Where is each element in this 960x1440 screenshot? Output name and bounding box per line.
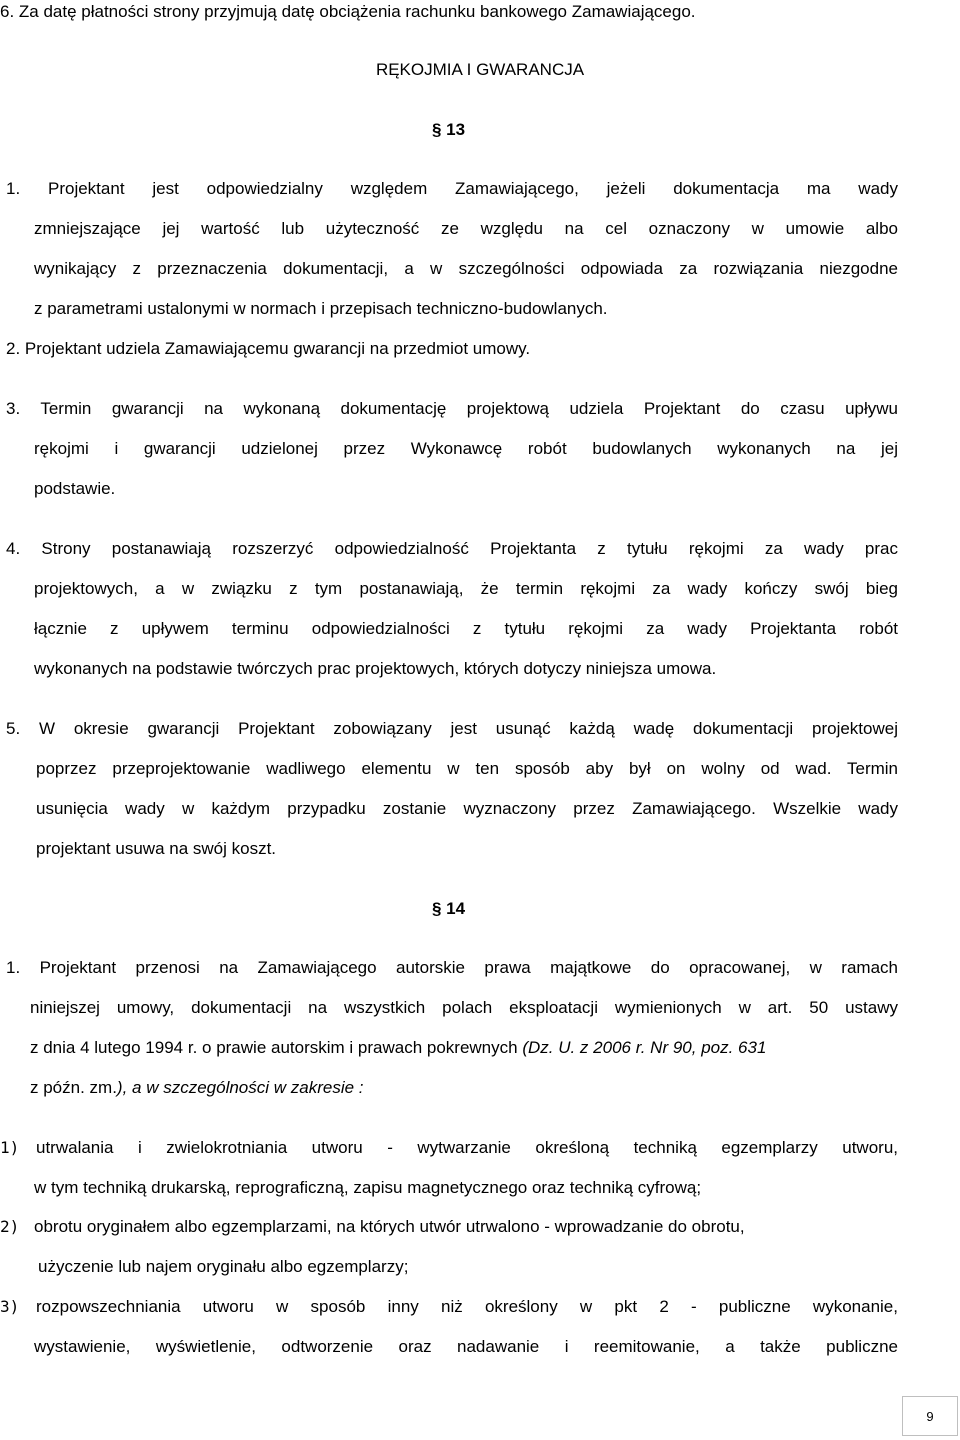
item-3-line2: wystawienie, wyświetlenie, odtworzenie oraz nadawanie i reemitowanie, a także publiczne [34, 1337, 898, 1356]
p13-4-line1: 4. Strony postanawiają rozszerzyć odpowiedzialność Projektanta z tytułu rękojmi za wady prac [6, 539, 898, 558]
p13-5-line3: usunięcia wady w każdym przypadku zostanie wyznaczony przez Zamawiającego. Wszelkie wady [36, 799, 898, 818]
item-1-line2: w tym techniką drukarską, reprograficzną, zapisu magnetycznego oraz techniką cyfrową; [34, 1178, 702, 1197]
p13-4-line4: wykonanych na podstawie twórczych prac projektowych, których dotyczy niniejsza umowa. [34, 659, 717, 678]
item-1-line1: utrwalania i zwielokrotniania utworu - wytwarzanie określoną techniką egzemplarzy utworu, [36, 1138, 898, 1157]
p13-1-line3: wynikający z przeznaczenia dokumentacji, a w szczególności odpowiada za rozwiązania niezgodne [34, 259, 898, 278]
p13-5-line4: projektant usuwa na swój koszt. [36, 839, 277, 858]
p13-5-line1: 5. W okresie gwarancji Projektant zobowiązany jest usunąć każdą wadę dokumentacji projektowej [6, 719, 898, 738]
item-3-line1: rozpowszechniania utworu w sposób inny niż określony w pkt 2 - publiczne wykonanie, [36, 1297, 898, 1316]
item-2-number: 2) [0, 1217, 20, 1236]
item-3-number: 3) [0, 1297, 20, 1316]
paragraph-6: 6. Za datę płatności strony przyjmują datę obciążenia rachunku bankowego Zamawiającego. [0, 2, 696, 21]
p14-1-line2: niniejszej umowy, dokumentacji na wszystkich polach eksploatacji wymienionych w art. 50 ustawy [30, 998, 898, 1017]
item-2-line2: użyczenie lub najem oryginału albo egzemplarzy; [38, 1257, 409, 1276]
p14-1-line3: z dnia 4 lutego 1994 r. o prawie autorskim i prawach pokrewnych (Dz. U. z 2006 r. Nr 90, poz. 631 [30, 1038, 767, 1057]
section-heading: RĘKOJMIA I GWARANCJA [375, 60, 585, 79]
p13-3-line3: podstawie. [34, 479, 116, 498]
p14-1-line1: 1. Projektant przenosi na Zamawiającego autorskie prawa majątkowe do opracowanej, w ramach [6, 958, 898, 977]
p13-5-line2: poprzez przeprojektowanie wadliwego elementu w ten sposób aby był on wolny od wad. Termin [36, 759, 898, 778]
p13-3-line2: rękojmi i gwarancji udzielonej przez Wykonawcę robót budowlanych wykonanych na jej [34, 439, 898, 458]
item-1-number: 1) [0, 1138, 20, 1157]
p13-1-line2: zmniejszające jej wartość lub użyteczność ze względu na cel oznaczony w umowie albo [34, 219, 898, 238]
page-number: 9 [902, 1396, 958, 1436]
section-13-mark: § 13 [432, 120, 466, 139]
p13-1-line4: z parametrami ustalonymi w normach i przepisach techniczno-budowlanych. [34, 299, 608, 318]
item-2-line1: obrotu oryginałem albo egzemplarzami, na których utwór utrwalono - wprowadzanie do obrotu, [34, 1217, 745, 1236]
p13-4-line3: łącznie z upływem terminu odpowiedzialności z tytułu rękojmi za wady Projektanta robót [34, 619, 898, 638]
p13-3-line1: 3. Termin gwarancji na wykonaną dokumentację projektową udziela Projektant do czasu upływu [6, 399, 898, 418]
p13-4-line2: projektowych, a w związku z tym postanawiają, że termin rękojmi za wady kończy swój bieg [34, 579, 898, 598]
p13-2: 2. Projektant udziela Zamawiającemu gwarancji na przedmiot umowy. [6, 339, 531, 358]
p13-1-line1: 1. Projektant jest odpowiedzialny względem Zamawiającego, jeżeli dokumentacja ma wady [6, 179, 898, 198]
p14-1-line4: z późn. zm.), a w szczególności w zakresie : [30, 1078, 364, 1097]
section-14-mark: § 14 [432, 899, 466, 918]
